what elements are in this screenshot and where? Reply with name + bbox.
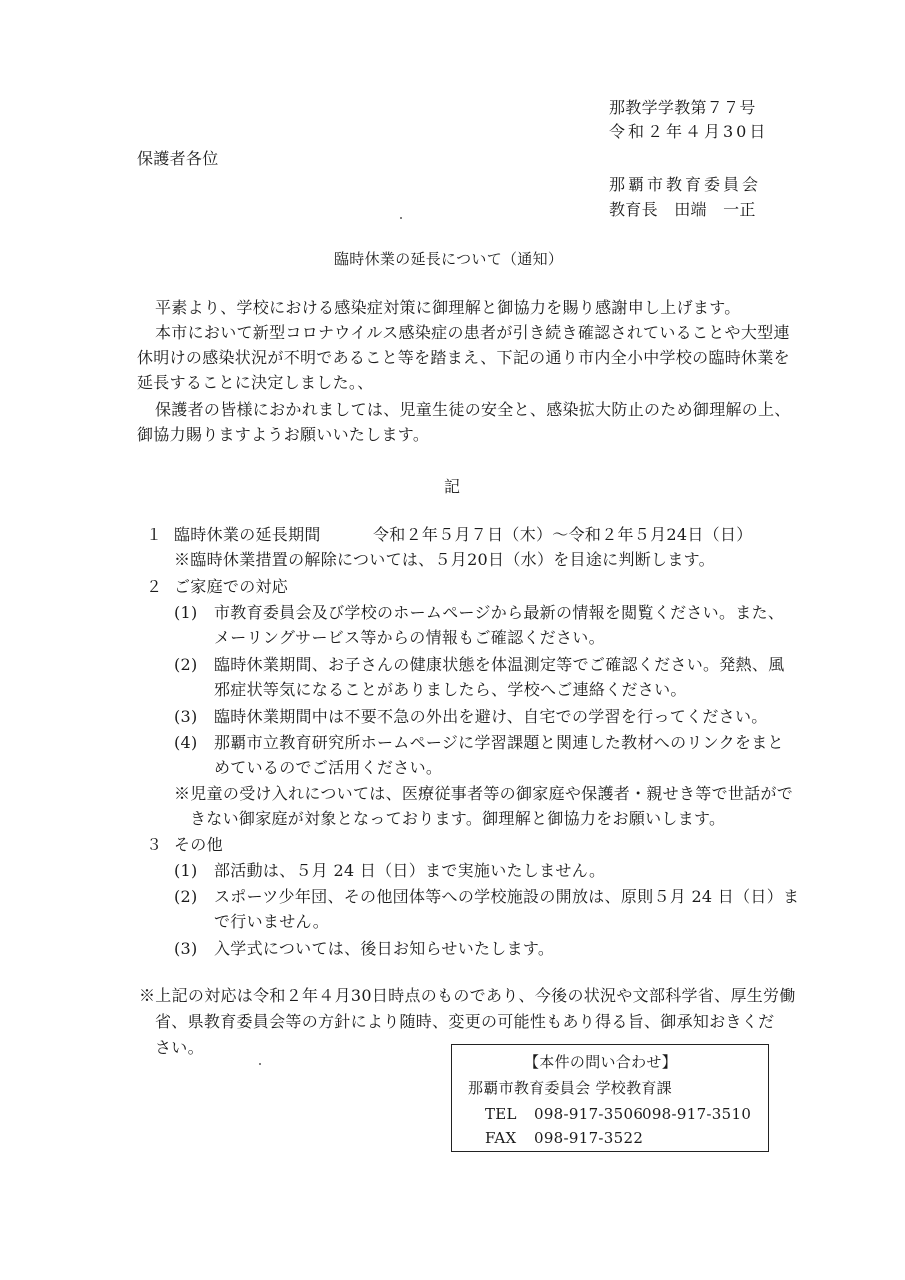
contact-fax-label: FAX	[485, 1129, 517, 1147]
section2-item-num: (1)	[174, 603, 198, 622]
section1-heading: 臨時休業の延長期間	[174, 525, 321, 544]
body-line: 御協力賜りますようお願いいたします。	[137, 425, 430, 444]
body-line: 休明けの感染状況が不明であること等を踏まえ、下記の通り市内全小中学校の臨時休業を	[137, 348, 790, 367]
scan-speck	[259, 1063, 261, 1065]
section3-number: ３	[146, 835, 163, 854]
body-line: 延長することに決定しました。、	[137, 373, 374, 392]
contact-tel-2: 098-917-3510	[642, 1105, 752, 1123]
contact-box	[451, 1044, 769, 1152]
section2-item-line: 邪症状等気になることがありましたら、学校へご連絡ください。	[214, 680, 687, 699]
contact-heading: 【本件の問い合わせ】	[524, 1053, 678, 1071]
footnote-line: ※上記の対応は令和２年４月30日時点のものであり、今後の状況や文部科学省、厚生労働	[139, 986, 796, 1005]
section3-item-num: (3)	[174, 939, 198, 958]
section2-item-line: メーリングサービス等からの情報もご確認ください。	[214, 628, 605, 647]
section3-item-line: スポーツ少年団、その他団体等への学校施設の開放は、原則５月 24 日（日）ま	[214, 887, 800, 906]
section2-item-line: 市教育委員会及び学校のホームページから最新の情報を閲覧ください。また、	[214, 603, 785, 622]
body-line: 保護者の皆様におかれましては、児童生徒の安全と、感染拡大防止のため御理解の上、	[155, 400, 791, 419]
section2-item-line: 那覇市立教育研究所ホームページに学習課題と関連した教材へのリンクをまと	[214, 733, 784, 752]
section2-heading: ご家庭での対応	[174, 577, 289, 596]
section3-item-line: 入学式については、後日お知らせいたします。	[214, 939, 555, 958]
sender-name: 教育長 田端 一正	[609, 200, 756, 219]
section2-item-line: 臨時休業期間中は不要不急の外出を避け、自宅での学習を行ってください。	[214, 707, 768, 726]
section3-item-line: で行いません。	[214, 912, 330, 931]
section2-note: ※児童の受け入れについては、医療従事者等の御家庭や保護者・親せき等で世話がで	[174, 784, 794, 803]
footnote-line: 省、県教育委員会等の方針により随時、変更の可能性もあり得る旨、御承知おきくだ	[155, 1012, 775, 1031]
section3-item-line: 部活動は、５月 24 日（日）まで実施いたしません。	[214, 861, 606, 880]
page-title: 臨時休業の延長について（通知）	[334, 250, 564, 268]
body-line: 本市において新型コロナウイルス感染症の患者が引き続き確認されていることや大型連	[155, 323, 790, 342]
doc-date: 令和２年４月30日	[609, 122, 769, 141]
section2-number: ２	[146, 577, 163, 596]
section3-heading: その他	[174, 835, 223, 854]
section2-item-num: (4)	[174, 733, 198, 752]
contact-fax: 098-917-3522	[534, 1129, 644, 1147]
contact-department: 那覇市教育委員会 学校教育課	[468, 1079, 672, 1097]
contact-tel-label: TEL	[485, 1105, 517, 1123]
section3-item-num: (2)	[174, 887, 198, 906]
section2-note: きない御家庭が対象となっております。御理解と御協力をお願いします。	[190, 809, 726, 828]
sender-org: 那覇市教育委員会	[609, 175, 762, 194]
doc-number: 那教学学教第７７号	[609, 98, 756, 117]
section2-item-num: (3)	[174, 707, 198, 726]
recipient: 保護者各位	[137, 149, 219, 168]
section1-period: 令和２年５月７日（木）～令和２年５月24日（日）	[373, 525, 753, 544]
contact-tel-1: 098-917-3506	[534, 1105, 644, 1123]
section2-item-line: めているのでご活用ください。	[214, 758, 443, 777]
section2-item-line: 臨時休業期間、お子さんの健康状態を体温測定等でご確認ください。発熱、風	[214, 655, 785, 674]
section1-number: １	[146, 525, 163, 544]
section2-item-num: (2)	[174, 655, 198, 674]
body-line: 平素より、学校における感染症対策に御理解と御協力を賜り感謝申し上げます。	[155, 298, 741, 317]
scan-speck	[400, 217, 402, 219]
ki-marker: 記	[444, 477, 461, 496]
section1-note: ※臨時休業措置の解除については、５月20日（水）を目途に判断します。	[174, 550, 715, 569]
section3-item-num: (1)	[174, 861, 198, 880]
footnote-line: さい。	[155, 1038, 204, 1057]
